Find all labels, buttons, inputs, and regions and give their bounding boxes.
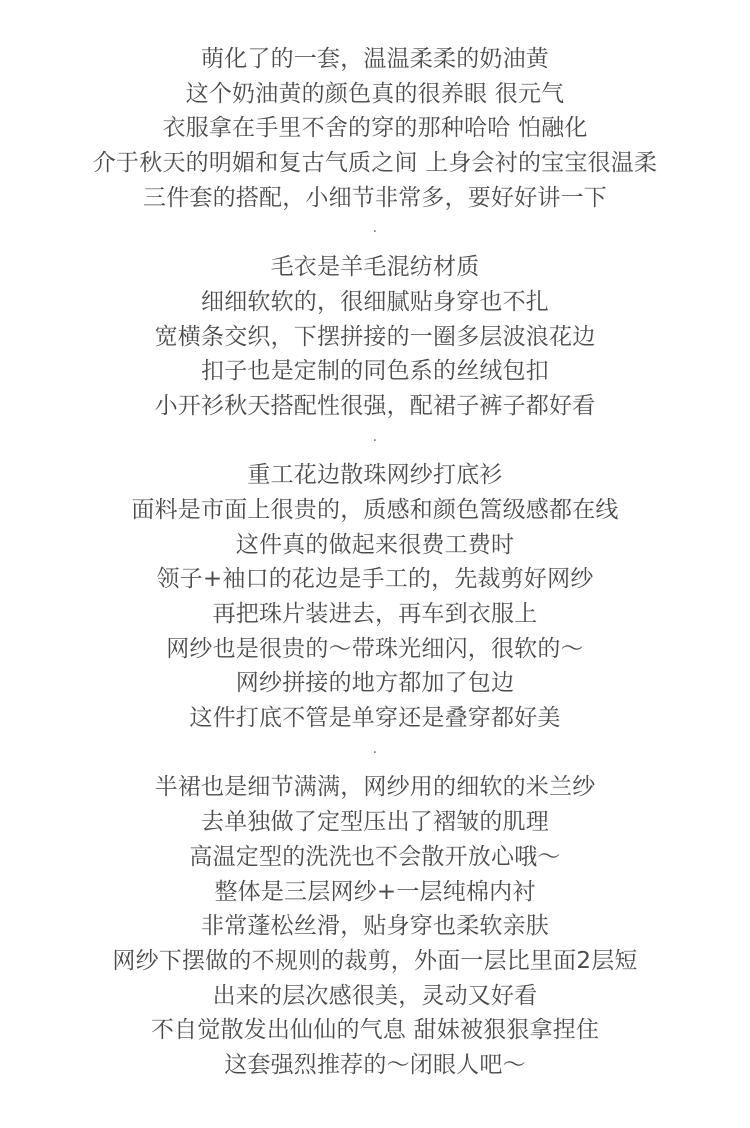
text-line: 重工花边散珠网纱打底衫	[247, 462, 503, 489]
text-line: 介于秋天的明媚和复古气质之间 上身会衬的宝宝很温柔	[92, 150, 658, 177]
text-line: 细细软软的，很细腻贴身穿也不扎	[201, 288, 549, 315]
text-line: 高温定型的洗洗也不会散开放心哦～	[189, 843, 561, 870]
text-line: 出来的层次感很美，灵动又好看	[212, 982, 538, 1009]
text-line: 网纱拼接的地方都加了包边	[235, 670, 515, 697]
text-line: 再把珠片装进去，再车到衣服上	[212, 601, 538, 627]
text-line: 非常蓬松丝滑，贴身穿也柔软亲肤	[201, 913, 549, 940]
text-line: 领子+袖口的花边是手工的，先裁剪好网纱	[156, 566, 594, 593]
text-line: 去单独做了定型压出了褶皱的肌理	[201, 809, 549, 836]
text-line: 宽横条交织，下摆拼接的一圈多层波浪花边	[154, 323, 596, 350]
text-line: 不自觉散发出仙仙的气息 甜妹被狠狠拿捏住	[150, 1017, 600, 1044]
text-line: 扣子也是定制的同色系的丝绒包扣	[201, 358, 549, 385]
text-line: 网纱也是很贵的～带珠光细闪，很软的～	[166, 635, 584, 662]
text-line: 面料是市面上很贵的，质感和颜色篙级感都在线	[131, 496, 619, 523]
section-separator-dot: ·	[372, 224, 378, 241]
text-line: 这个奶油黄的颜色真的很养眼 很元气	[185, 80, 565, 107]
text-line: 这套强烈推荐的～闭眼人吧～	[224, 1051, 526, 1078]
product-description-text	[0, 42, 750, 1083]
text-line: 这件真的做起来很费工费时	[235, 531, 515, 558]
section-separator-dot: ·	[372, 432, 378, 449]
text-line: 萌化了的一套，温温柔柔的奶油黄	[201, 46, 549, 72]
text-line: 三件套的搭配，小细节非常多，要好好讲一下	[143, 184, 607, 211]
text-line: 整体是三层网纱+一层纯棉内衬	[214, 878, 536, 905]
text-line: 半裙也是细节满满，网纱用的细软的米兰纱	[154, 774, 596, 801]
text-line: 小开衫秋天搭配性很强，配裙子裤子都好看	[154, 392, 596, 419]
text-line: 网纱下摆做的不规则的裁剪，外面一层比里面2层短	[112, 947, 638, 974]
text-line: 衣服拿在手里不舍的穿的那种哈哈 怕融化	[162, 115, 588, 142]
section-separator-dot: ·	[372, 744, 378, 761]
text-line: 这件打底不管是单穿还是叠穿都好美	[189, 705, 561, 732]
text-line: 毛衣是羊毛混纺材质	[270, 254, 480, 281]
